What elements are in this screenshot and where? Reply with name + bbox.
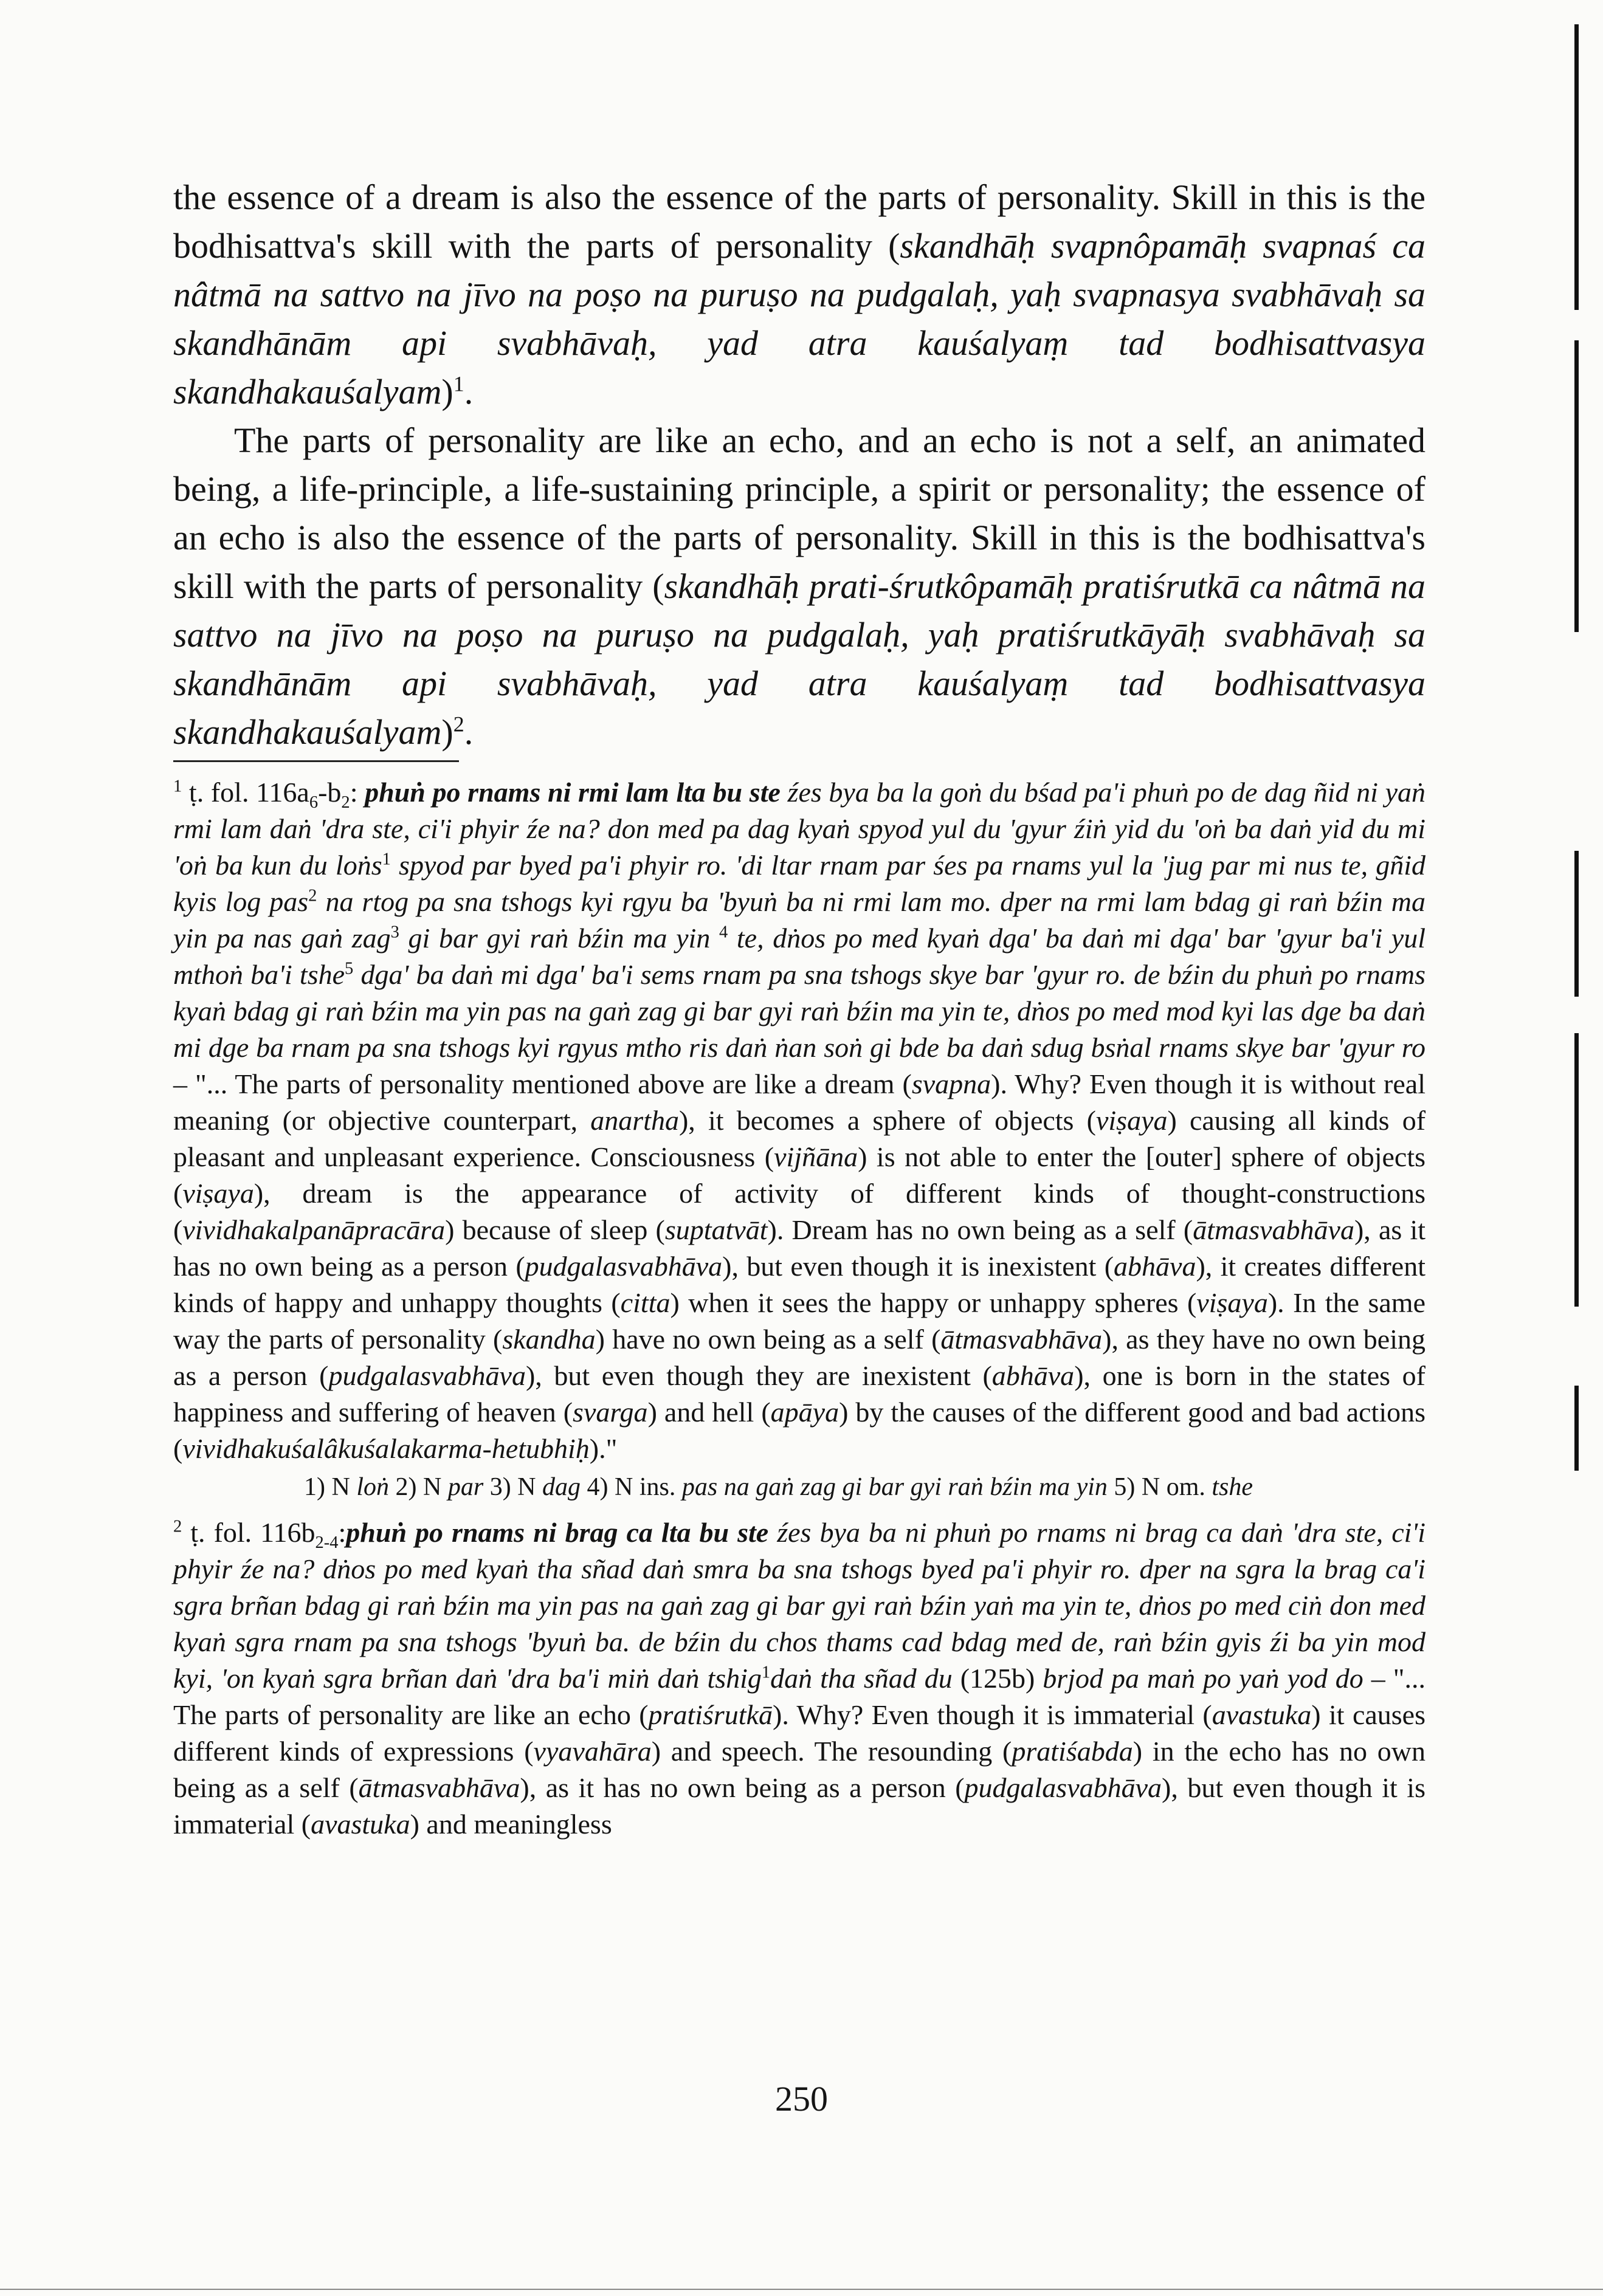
variant-text: 2) N [389,1473,448,1501]
scan-edge-mark [1574,24,1579,164]
fn1-tibetan-6: dga' ba daṅ mi dga' ba'i sems rnam pa sna tshogs skye bar 'gyur ro. de bźin du phuṅ po rnams kyaṅ bdag gi raṅ bźin ma yin pas na gaṅ zag gi bar gyi raṅ bźin ma yin te, dṅos po med mod kyi las dge ba daṅ mi dge ba rnam pa sna tshogs kyi rgyus mtho ris daṅ ṅan soṅ gi bde ba daṅ sdug bsṅal rnams skye bar 'gyur ro [173,959,1426,1063]
variant-text: 4) N ins. [581,1473,682,1501]
footnote-1-variants [173,1469,1425,1505]
fn1-text: ) when it sees the happy or unhappy spheres ( [670,1287,1197,1318]
variant-text: 1) N [304,1473,357,1501]
fn2-translation: – "... The parts of personality are like an echo ( [173,1663,1425,1730]
bottom-scan-line [0,2289,1603,2290]
variant-text: 3) N [483,1473,543,1501]
fn1-term: skandha [502,1324,596,1355]
fn1-text: ), as they have no own being as a person ( [173,1324,1425,1391]
page-body [173,173,1425,1843]
fn2-term: avastuka [1212,1699,1312,1730]
fn1-term: apāya [770,1397,839,1428]
p1-end: . [464,372,474,411]
paragraph-1 [173,173,1425,416]
fn1-term: abhāva [991,1360,1075,1391]
fn1-term: citta [620,1287,671,1318]
variant-term: pas na gaṅ zag gi bar gyi raṅ bźin ma yin [681,1473,1108,1501]
fn1-term: ātmasvabhāva [1193,1214,1354,1245]
fn2-term: pratiśrutkā [648,1699,773,1730]
fn1-text: ), as it has no own being as a person ( [173,1214,1425,1282]
fn1-text: ). In the same way the parts of personality ( [173,1287,1426,1355]
fn1-text: ) causing all kinds of pleasant and unpleasant experience. Consciousness ( [173,1105,1426,1172]
fn1-ref-b: -b [318,777,342,808]
fn1-term: anartha [590,1105,679,1136]
variant-term: dag [542,1473,581,1501]
fn1-text: ) is not able to enter the [outer] sphere of objects ( [173,1141,1426,1209]
fn2-term: ātmasvabhāva [358,1772,520,1803]
footnote-2 [173,1514,1425,1843]
footnote-1-number: 1 [173,777,182,796]
main-text [173,173,1425,757]
fn1-text: ). Why? Even though it is without real meaning (or objective counterpart, [173,1068,1425,1136]
fn2-text: ), as it has no own being as a person ( [520,1772,965,1803]
variant-term: tshe [1212,1473,1253,1501]
fn1-term: viṣaya [1196,1287,1268,1318]
fn1-tibetan-3: na rtog pa sna tshogs kyi rgyu ba 'byuṅ ba ni rmi lam mo. dper na rmi lam bdag gi raṅ bźin ma yin pa nas gaṅ zag [173,886,1425,954]
fn2-ref: ṭ. fol. 116b [190,1517,315,1548]
page-number: 250 [775,2079,828,2119]
variant-term: par [447,1473,484,1501]
fn1-heading: phuṅ po rnams ni rmi lam lta bu ste [365,777,781,808]
fn1-ref: ṭ. fol. 116a [188,777,309,808]
fn1-term: svarga [573,1397,648,1428]
fn1-term: svapna [911,1068,991,1099]
fn2-text: ), but even though it is immaterial ( [173,1772,1425,1840]
fn1-variant-2: 2 [308,886,317,906]
fn1-variant-1: 1 [382,850,391,869]
fn2-text: ) in the echo has no own being as a self ( [173,1736,1426,1803]
fn1-text: ) by the causes of the different good and bad actions ( [173,1397,1426,1464]
scan-edge-mark [1574,1386,1579,1471]
scan-edge-mark [1574,164,1579,310]
fn1-text: ). Dream has no own being as a self ( [767,1214,1193,1245]
fn2-tibetan-3: brjod pa maṅ po yaṅ yod do [1043,1663,1363,1694]
fn1-text: ), but even though it is inexistent ( [722,1251,1114,1282]
variant-text: 5) N om. [1107,1473,1212,1501]
fn1-ref-sub2: 2 [341,793,350,813]
fn2-term: pratiśabda [1012,1736,1133,1767]
fn1-term: abhāva [1114,1251,1196,1282]
fn1-text: ), one is born in the states of happiness and suffering of heaven ( [173,1360,1425,1428]
fn1-term: viṣaya [182,1178,254,1209]
fn1-text: ), dream is the appearance of activity of different kinds of thought-constructions ( [173,1178,1425,1245]
p2-close: ) [441,712,453,752]
footnote-1 [173,774,1425,1467]
fn2-text: ) and meaningless [410,1809,612,1840]
fn1-ref-sub1: 6 [309,793,319,813]
paragraph-2 [173,416,1425,757]
fn1-translation: – "... The parts of personality mentioned above are like a dream ( [173,1068,912,1099]
fn1-text: ) because of sleep ( [445,1214,665,1245]
fn1-text: )." [589,1433,618,1464]
footnote-ref-1[interactable]: 1 [453,371,464,396]
fn2-text: ) and speech. The resounding ( [651,1736,1012,1767]
fn1-variant-5: 5 [345,959,354,978]
fn2-term: avastuka [311,1809,410,1840]
fn1-term: pudgalasvabhāva [328,1360,526,1391]
fn1-variant-4: 4 [719,923,728,942]
fn1-text: ), it becomes a sphere of objects ( [678,1105,1096,1136]
p1-close: ) [441,372,453,411]
fn1-text: ) and hell ( [647,1397,771,1428]
p1-sanskrit: skandhāḥ svapnôpamāḥ svapnaś ca nâtmā na sattvo na jīvo na poṣo na puruṣo na pudgalaḥ, yaḥ svapnasya svabhāvaḥ sa skandhānām api svabhāvaḥ, yad atra kauśalyaṃ tad bodhisattvasya skandhakauśalyam [173,226,1425,411]
fn1-colon: : [350,777,358,808]
scan-edge-mark [1574,1033,1579,1307]
fn2-colon: : [338,1517,346,1548]
p2-end: . [464,712,474,752]
fn1-text: ), but even though they are inexistent ( [525,1360,992,1391]
fn2-tibetan-1: źes bya ba ni phuṅ po rnams ni brag ca daṅ 'dra ste, ci'i phyir źe na? dṅos po med kyaṅ tha sñad daṅ smra ba sna tshogs byed pa'i phyir ro. dper na sgra la brag ca'i sgra brñan bdag gi raṅ bźin ma yin pas na gaṅ zag gi bar gyi raṅ bźin yaṅ ma yin te, dṅos po med ciṅ don med kyaṅ sgra rnam pa sna tshogs 'byuṅ ba. de bźin du chos thams cad bdag med de, raṅ bźin gyis źi ba yin mod kyi, 'on kyaṅ sgra brñan daṅ 'dra ba'i miṅ daṅ tshig [173,1517,1426,1694]
footnote-ref-2[interactable]: 2 [453,712,464,737]
fn2-heading: phuṅ po rnams ni brag ca lta bu ste [346,1517,769,1548]
variant-term: loṅ [356,1473,389,1501]
fn1-tibetan-2: spyod par byed pa'i phyir ro. 'di ltar rnam par śes pa rnams yul la 'jug par mi nus te, gñid kyis log pas [173,850,1426,917]
fn2-ref-sub: 2-4 [315,1533,339,1553]
p2-text: The parts of personality are like an echo, and an echo is not a self, an animated being, a life-principle, a life-sustaining principle, a spirit or personality; the essence of an echo is also the essence of the parts of personality. Skill in this is the bodhisattva's skill with the parts of personality ( [173,421,1425,606]
fn1-term: vijñāna [774,1141,858,1172]
fn2-term: pudgalasvabhāva [964,1772,1162,1803]
scan-edge-mark [1574,851,1579,997]
fn1-variant-3: 3 [390,923,399,942]
fn1-tibetan-5: te, dṅos po med kyaṅ dga' ba daṅ mi dga' bar 'gyur ba'i yul mthoṅ ba'i tshe [173,923,1426,990]
fn1-text: ), it creates different kinds of happy and unhappy thoughts ( [173,1251,1425,1318]
p2-sanskrit: skandhāḥ prati-śrutkôpamāḥ pratiśrutkā ca nâtmā na sattvo na jīvo na poṣo na puruṣo na pudgalaḥ, yaḥ pratiśrutkāyāḥ svabhāvaḥ sa skandhānām api svabhāvaḥ, yad atra kauśalyaṃ tad bodhisattvasya skandhakauśalyam [173,566,1425,752]
fn1-term: suptatvāt [664,1214,768,1245]
fn1-text: ) have no own being as a self ( [595,1324,941,1355]
p1-text: the essence of a dream is also the essence of the parts of personality. Skill in this is the bodhisattva's skill with the parts of personality ( [173,177,1425,266]
fn1-term: pudgalasvabhāva [525,1251,723,1282]
fn2-variant-1: 1 [761,1663,771,1682]
fn1-term: vividhakuśalâkuśalakarma-hetubhiḥ [182,1433,590,1464]
fn2-tibetan-2: daṅ tha sñad du [770,1663,953,1694]
fn1-tibetan-4: gi bar gyi raṅ bźin ma yin [408,923,711,954]
footnote-divider [173,760,459,762]
fn1-term: viṣaya [1095,1105,1168,1136]
fn1-tibetan-1: źes bya ba la goṅ du bśad pa'i phuṅ po de dag ñid ni yaṅ rmi lam daṅ 'dra ste, ci'i phyir źe na? don med pa dag kyaṅ spyod yul du 'gyur źiṅ yid du 'oṅ ba daṅ yid du mi 'oṅ ba kun du loṅs [173,777,1426,881]
fn1-term: vividhakalpanāpracāra [182,1214,446,1245]
scan-edge-mark [1574,340,1579,632]
fn2-text: ). Why? Even though it is immaterial ( [773,1699,1212,1730]
fn2-text: ) it causes different kinds of expressions ( [173,1699,1425,1767]
footnote-2-number: 2 [173,1517,182,1536]
fn1-term: ātmasvabhāva [940,1324,1103,1355]
fn2-folio: (125b) [952,1663,1043,1694]
fn2-term: vyavahāra [533,1736,652,1767]
